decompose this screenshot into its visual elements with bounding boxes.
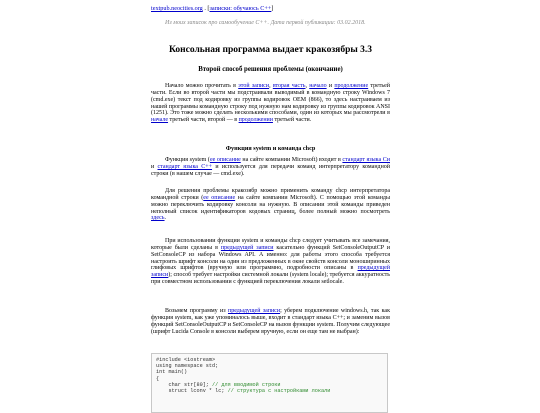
code-text: struct lconv * lc; xyxy=(156,388,228,395)
text: Начало можно прочитать в xyxy=(165,83,239,89)
code-comment: // для вводимой строки xyxy=(212,381,281,388)
text: Для решения проблемы кракозябр можно применить команду chcp интерпретатора командной строки ( xyxy=(151,188,390,201)
link-codepage-list[interactable]: здесь xyxy=(151,215,165,222)
section-link[interactable]: записки: обучаюсь C++ xyxy=(209,5,272,12)
link-beginning-part-three[interactable]: начале xyxy=(151,117,169,124)
text: ; уберем подключение windows.h, так как функция system, как уже упоминалось выше, входит в стандарт языка C++; и заменим вызов функций SetConsoleOutputCP и SetConsoleCP на вызов функции system. Получим следующее (шрифт Lucida Console в консоли выберем вручную, если он еще там не выбран): xyxy=(151,308,390,335)
paragraph-intro xyxy=(151,83,390,124)
text: Возьмем программу из xyxy=(165,308,228,314)
link-this-note[interactable]: этой записи xyxy=(238,83,270,89)
paragraph-remarks xyxy=(151,238,390,286)
code-line xyxy=(156,388,383,394)
text: , xyxy=(305,83,310,89)
link-continuation-part-three[interactable]: продолжении xyxy=(238,117,273,124)
code-line: using namespace std; xyxy=(156,363,219,370)
paragraph-example-intro xyxy=(151,308,390,335)
link-chcp-description[interactable]: ее описание xyxy=(203,194,236,201)
paragraph-system-function xyxy=(151,157,390,178)
text: ); способ требует настройки системной локали (system locale); требуется аккуратность при совместном использовании с функцией переключения локали setlocale. xyxy=(151,272,390,286)
text: , xyxy=(269,83,273,89)
link-system-description[interactable]: ее описание xyxy=(209,157,241,163)
code-comment: // структура с настройками локали xyxy=(227,388,331,395)
breadcrumb xyxy=(151,5,273,12)
text: и используется для передачи команд интерпретатору командной строки (в нашем случае — cmd.exe). xyxy=(151,163,390,177)
text: третьей части. Если во второй части мы подстраивали выводимый в командную строку Windows 7 (cmd.exe) текст под кодировку из группы кодировок OEM (866), то здесь настраиваем из нашей программы командную строку под нужную нам кодировку из группы кодировок ANSI (1251). Это тоже можно сделать несколькими способами, один из которых мы рассмотрели в xyxy=(151,83,391,117)
link-beginning[interactable]: начало xyxy=(309,83,327,89)
site-link[interactable]: textpub.neocities.org xyxy=(151,5,203,12)
link-part-two[interactable]: вторая часть xyxy=(272,83,306,89)
code-line: { xyxy=(156,375,160,382)
page-title: Консольная программа выдает кракозябры 3.3 xyxy=(168,45,373,55)
link-c-standard[interactable]: стандарт языка Си xyxy=(342,157,390,163)
link-cpp-standard[interactable]: стандарт языка C++ xyxy=(157,163,213,170)
breadcrumb-separator: ] xyxy=(271,5,274,12)
link-previous-note[interactable]: предыдущей записи xyxy=(220,244,274,251)
link-previous-note-2[interactable]: предыдущей записи xyxy=(151,265,390,279)
code-line: int main() xyxy=(156,369,188,376)
text: Функция system ( xyxy=(165,157,210,163)
text: и xyxy=(151,163,158,170)
code-text: char str[80]; xyxy=(156,381,213,388)
text: и xyxy=(326,83,335,89)
text: При использовании функции system и команды chcp следует учитывать все замечания, которые были сделаны в xyxy=(151,238,390,251)
text: на сайте компании Microsoft) входит в xyxy=(240,157,343,163)
link-previous-note-3[interactable]: предыдущей записи xyxy=(228,308,281,314)
text: . xyxy=(164,215,167,222)
text: касательно функций SetConsoleOutputCP и SetConsoleCP из набора Windows API. А именно: для работы этого способа требуется настроить шрифт консоли на один из предложенных в окне свойств консоли моноширинных глифовых шрифтов (вручную или программно, подробности описаны в xyxy=(151,244,390,272)
code-block xyxy=(151,353,388,413)
text: на сайте компании Microsoft). С помощью этой команды можно переключить кодировку консоли на нужную. В описании этой команды приведен неполный список идентификаторов кодовых страниц, более полный можно посмотреть xyxy=(151,194,390,215)
breadcrumb-separator: . [ xyxy=(202,5,210,12)
code-line: #include <iostream> xyxy=(156,357,216,363)
link-continuation[interactable]: продолжение xyxy=(334,83,369,89)
text: третьей части, второй — в xyxy=(168,117,239,124)
paragraph-chcp-command xyxy=(151,188,390,222)
section-heading-system-chcp: Функция system и команда chcp xyxy=(225,145,316,152)
publication-notice: Из моих записок про самообучение C++. Дата первой публикации: 03.02.2018. xyxy=(165,20,366,26)
section-subtitle: Второй способ решения проблемы (окончание) xyxy=(198,66,343,73)
text: третьей части. xyxy=(272,117,312,124)
